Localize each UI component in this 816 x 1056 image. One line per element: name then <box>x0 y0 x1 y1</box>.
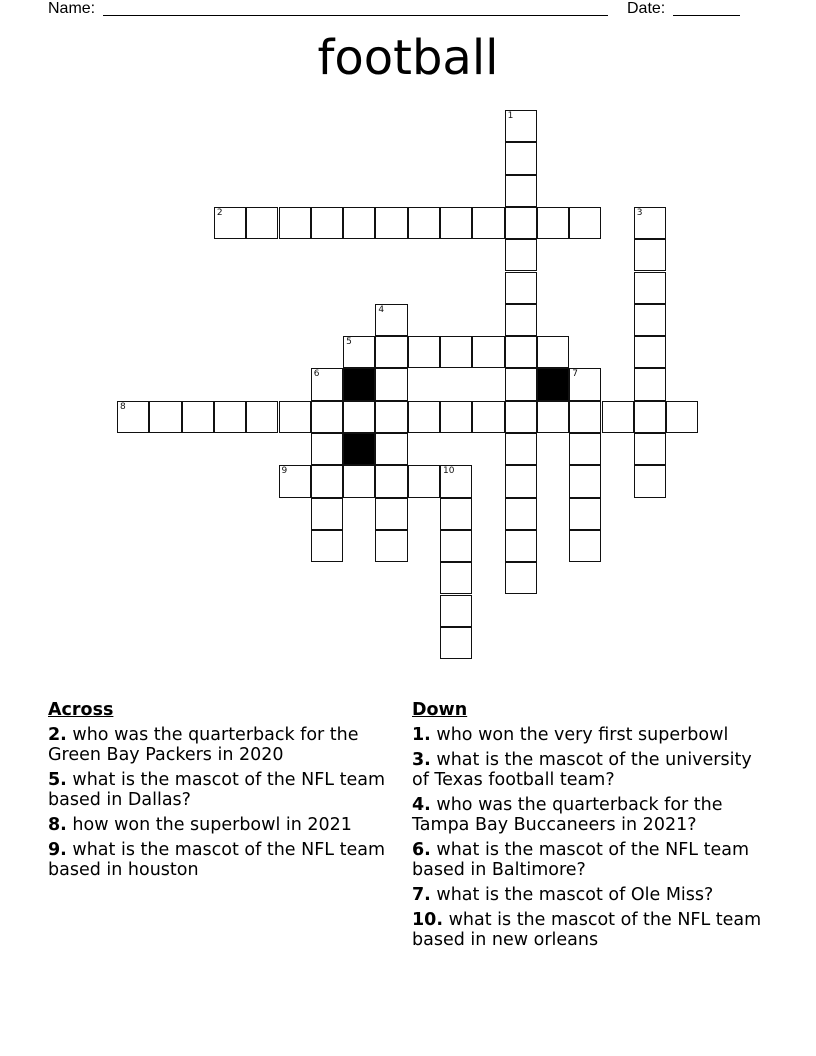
across-clue <box>48 840 398 880</box>
clue-number: 2. <box>48 725 67 745</box>
clue-text: how won the superbowl in 2021 <box>72 815 352 835</box>
grid-cell[interactable] <box>505 142 537 174</box>
clue-number: 7. <box>412 885 431 905</box>
cell-number: 4 <box>378 304 385 315</box>
grid-cell[interactable] <box>505 465 537 497</box>
grid-cell[interactable] <box>279 401 311 433</box>
across-heading: Across <box>48 700 114 720</box>
grid-cell[interactable] <box>440 562 472 594</box>
grid-cell[interactable] <box>279 465 311 497</box>
grid-cell[interactable] <box>569 465 601 497</box>
cell-number: 3 <box>636 207 643 218</box>
grid-cell[interactable] <box>569 401 601 433</box>
clue-number: 6. <box>412 840 431 860</box>
grid-cell[interactable] <box>440 498 472 530</box>
grid-cell[interactable] <box>634 272 666 304</box>
grid-cell[interactable] <box>375 207 407 239</box>
grid-cell[interactable] <box>149 401 181 433</box>
clue-text: what is the mascot of the NFL team based in houston <box>48 840 386 880</box>
grid-cell[interactable] <box>311 530 343 562</box>
grid-cell[interactable] <box>569 207 601 239</box>
grid-cell[interactable] <box>634 368 666 400</box>
across-clue <box>48 770 398 810</box>
grid-cell[interactable] <box>505 336 537 368</box>
across-clue <box>48 815 398 835</box>
cell-number: 6 <box>313 369 320 380</box>
grid-cell[interactable] <box>634 304 666 336</box>
grid-cell[interactable] <box>214 401 246 433</box>
black-cell <box>343 433 375 465</box>
clue-text: who won the very first superbowl <box>436 725 729 745</box>
grid-cell[interactable] <box>569 530 601 562</box>
grid-cell[interactable] <box>343 465 375 497</box>
black-cell <box>343 368 375 400</box>
grid-cell[interactable] <box>505 562 537 594</box>
cell-number: 5 <box>346 337 352 348</box>
across-clues <box>48 700 398 885</box>
grid-cell[interactable] <box>375 401 407 433</box>
date-label: Date: <box>627 0 666 17</box>
grid-cell[interactable] <box>440 401 472 433</box>
grid-cell[interactable] <box>311 401 343 433</box>
clue-text: what is the mascot of the NFL team based in new orleans <box>412 910 762 950</box>
grid-cell[interactable] <box>634 207 666 239</box>
grid-cell[interactable] <box>246 207 278 239</box>
grid-cell[interactable] <box>634 465 666 497</box>
grid-cell[interactable] <box>505 498 537 530</box>
clue-number: 10. <box>412 910 444 930</box>
grid-cell[interactable] <box>311 368 343 400</box>
grid-cell[interactable] <box>440 595 472 627</box>
grid-cell[interactable] <box>343 207 375 239</box>
grid-cell[interactable] <box>375 530 407 562</box>
grid-cell[interactable] <box>214 207 246 239</box>
down-clues <box>412 700 772 955</box>
grid-cell[interactable] <box>505 433 537 465</box>
grid-cell[interactable] <box>634 336 666 368</box>
clue-number: 9. <box>48 840 67 860</box>
down-heading: Down <box>412 700 468 720</box>
grid-cell[interactable] <box>311 207 343 239</box>
grid-cell[interactable] <box>343 336 375 368</box>
clue-number: 3. <box>412 750 431 770</box>
grid-cell[interactable] <box>311 498 343 530</box>
grid-cell[interactable] <box>634 401 666 433</box>
grid-cell[interactable] <box>472 207 504 239</box>
clue-text: what is the mascot of Ole Miss? <box>436 885 714 905</box>
grid-cell[interactable] <box>375 304 407 336</box>
down-clue <box>412 750 772 790</box>
grid-cell[interactable] <box>505 304 537 336</box>
down-clue <box>412 795 772 835</box>
grid-cell[interactable] <box>569 433 601 465</box>
clue-text: who was the quarterback for the Green Bay Packers in 2020 <box>48 725 359 765</box>
grid-cell[interactable] <box>569 368 601 400</box>
grid-cell[interactable] <box>537 401 569 433</box>
clue-number: 8. <box>48 815 67 835</box>
clue-number: 1. <box>412 725 431 745</box>
grid-cell[interactable] <box>375 465 407 497</box>
down-clue <box>412 910 772 950</box>
clue-text: what is the mascot of the NFL team based in Dallas? <box>48 770 386 810</box>
grid-cell[interactable] <box>602 401 634 433</box>
down-clue <box>412 840 772 880</box>
grid-cell[interactable] <box>634 433 666 465</box>
grid-cell[interactable] <box>472 401 504 433</box>
grid-cell[interactable] <box>311 465 343 497</box>
grid-cell[interactable] <box>666 401 698 433</box>
grid-cell[interactable] <box>440 530 472 562</box>
grid-cell[interactable] <box>408 465 440 497</box>
grid-cell[interactable] <box>440 627 472 659</box>
clue-text: what is the mascot of the university of Texas football team? <box>412 750 752 790</box>
grid-cell[interactable] <box>505 272 537 304</box>
clue-text: who was the quarterback for the Tampa Bay Buccaneers in 2021? <box>412 795 723 835</box>
cell-number: 8 <box>120 401 126 412</box>
clue-number: 4. <box>412 795 431 815</box>
grid-cell[interactable] <box>505 530 537 562</box>
grid-cell[interactable] <box>279 207 311 239</box>
grid-cell[interactable] <box>505 239 537 271</box>
grid-cell[interactable] <box>505 110 537 142</box>
grid-cell[interactable] <box>440 336 472 368</box>
name-label: Name: <box>48 0 96 17</box>
grid-cell[interactable] <box>375 336 407 368</box>
grid-cell[interactable] <box>440 465 472 497</box>
grid-cell[interactable] <box>537 336 569 368</box>
grid-cell[interactable] <box>343 401 375 433</box>
grid-cell[interactable] <box>505 175 537 207</box>
grid-cell[interactable] <box>408 207 440 239</box>
page-title: football <box>317 30 499 86</box>
across-clue <box>48 725 398 765</box>
grid-cell[interactable] <box>375 433 407 465</box>
grid-cell[interactable] <box>182 401 214 433</box>
down-clue <box>412 885 772 905</box>
cell-number: 2 <box>216 207 223 218</box>
clue-text: what is the mascot of the NFL team based in Baltimore? <box>412 840 750 880</box>
grid-cell[interactable] <box>440 207 472 239</box>
cell-number: 1 <box>507 111 514 121</box>
black-cell <box>537 368 569 400</box>
down-clue <box>412 725 772 745</box>
grid-cell[interactable] <box>505 207 537 239</box>
grid-cell[interactable] <box>569 498 601 530</box>
cell-number: 10 <box>443 466 455 477</box>
grid-cell[interactable] <box>634 239 666 271</box>
grid-cell[interactable] <box>375 368 407 400</box>
grid-cell[interactable] <box>117 401 149 433</box>
grid-cell[interactable] <box>311 433 343 465</box>
grid-cell[interactable] <box>408 336 440 368</box>
grid-cell[interactable] <box>246 401 278 433</box>
cell-number: 9 <box>281 466 288 477</box>
clue-number: 5. <box>48 770 67 790</box>
grid-cell[interactable] <box>408 401 440 433</box>
grid-cell[interactable] <box>537 207 569 239</box>
cell-number: 7 <box>572 369 578 380</box>
grid-cell[interactable] <box>505 401 537 433</box>
grid-cell[interactable] <box>505 368 537 400</box>
grid-cell[interactable] <box>472 336 504 368</box>
grid-cell[interactable] <box>375 498 407 530</box>
